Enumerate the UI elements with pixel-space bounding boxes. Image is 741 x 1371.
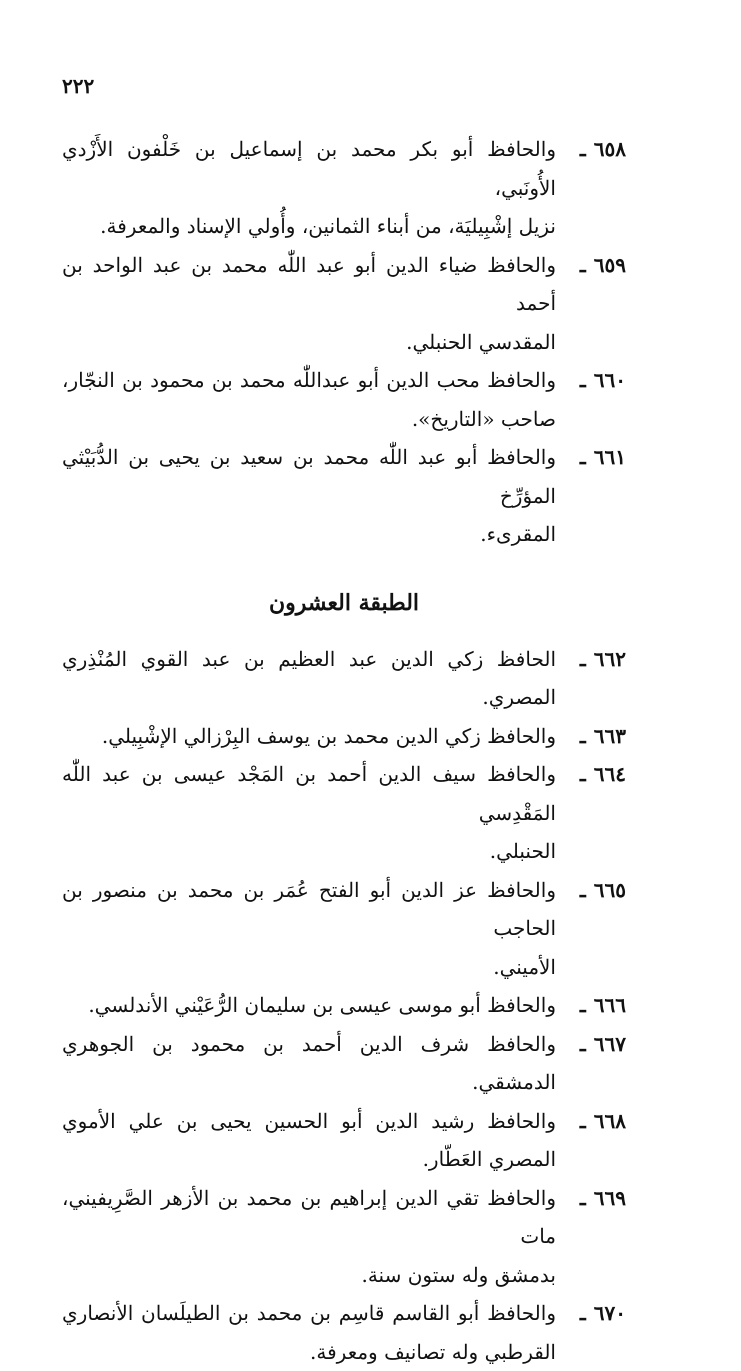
entry-dash: ـ (580, 1301, 586, 1325)
entry-number (556, 986, 626, 1025)
biography-entry (62, 1025, 626, 1102)
entry-number (556, 871, 626, 987)
entry-line-2: المقدسي الحنبلي. (406, 330, 556, 354)
biography-entry (62, 1102, 626, 1179)
entry-text (62, 986, 556, 1025)
biography-entry (62, 1294, 626, 1371)
entry-dash: ـ (580, 445, 586, 469)
entry-number-text: ٦٦٤ (594, 762, 626, 786)
entry-text (62, 1102, 556, 1179)
entry-line-1: والحافظ تقي الدين إبراهيم بن محمد بن الأزهر الصَّرِيفيني، مات (62, 1179, 556, 1256)
entry-text (62, 717, 556, 756)
biography-entry (62, 246, 626, 362)
entry-number (556, 717, 626, 756)
entry-number-text: ٦٦١ (594, 445, 626, 469)
entry-dash: ـ (580, 724, 586, 748)
entry-number (556, 755, 626, 871)
biography-entry (62, 361, 626, 438)
entry-number-text: ٦٦٣ (594, 724, 626, 748)
entry-dash: ـ (580, 1186, 586, 1210)
entry-line-1: والحافظ أبو عبد اللّٰه محمد بن سعيد بن يحيى بن الدُّبَيْثي المؤرِّخ (62, 438, 556, 515)
entry-dash: ـ (580, 1032, 586, 1056)
entry-number (556, 1025, 626, 1102)
entry-number (556, 1102, 626, 1179)
entry-number (556, 361, 626, 438)
entry-number (556, 1179, 626, 1295)
entry-number (556, 1294, 626, 1371)
entry-number (556, 640, 626, 717)
entry-text (62, 640, 556, 717)
entry-dash: ـ (580, 137, 586, 161)
entry-text (62, 246, 556, 362)
entry-text (62, 1294, 556, 1371)
biography-entry (62, 871, 626, 987)
entry-dash: ـ (580, 762, 586, 786)
entry-text (62, 438, 556, 554)
page-number: ٢٢٢ (62, 74, 94, 98)
entry-number (556, 130, 626, 246)
biography-entry (62, 755, 626, 871)
entry-line-2: بدمشق وله ستون سنة. (361, 1263, 556, 1287)
entry-number-text: ٦٦٦ (594, 993, 626, 1017)
entry-text (62, 1025, 556, 1102)
entry-dash: ـ (580, 878, 586, 902)
entry-line-1: والحافظ سيف الدين أحمد بن المَجْد عيسى بن عبد اللّٰه المَقْدِسي (62, 755, 556, 832)
biography-entry (62, 640, 626, 717)
biography-entry (62, 1179, 626, 1295)
entry-line-2: المصري العَطّار. (423, 1147, 556, 1171)
entry-line-1: والحافظ شرف الدين أحمد بن محمود بن الجوهري الدمشقي. (62, 1032, 556, 1095)
entry-dash: ـ (580, 993, 586, 1017)
entry-number (556, 438, 626, 554)
book-page (62, 74, 626, 1371)
biography-entry (62, 438, 626, 554)
entry-text (62, 755, 556, 871)
entry-dash: ـ (580, 647, 586, 671)
entry-line-1: والحافظ عز الدين أبو الفتح عُمَر بن محمد بن منصور بن الحاجب (62, 871, 556, 948)
entry-line-2: القرطبي وله تصانيف ومعرفة. (310, 1340, 556, 1364)
entry-dash: ـ (580, 368, 586, 392)
entries-section-2 (62, 640, 626, 1371)
entry-line-1: الحافظ زكي الدين عبد العظيم بن عبد القوي المُنْذِري المصري. (62, 647, 556, 710)
entry-line-2: صاحب «التاريخ». (412, 407, 556, 431)
entry-text (62, 130, 556, 246)
entry-line-1: والحافظ محب الدين أبو عبداللّٰه محمد بن محمود بن النجّار، (62, 361, 556, 400)
entry-dash: ـ (580, 253, 586, 277)
entry-number-text: ٦٦٩ (594, 1186, 626, 1210)
entry-line-1: والحافظ رشيد الدين أبو الحسين يحيى بن علي الأموي (62, 1102, 556, 1141)
entry-number (556, 246, 626, 362)
entry-line-2: الحنبلي. (490, 839, 556, 863)
entry-number-text: ٦٦٨ (594, 1109, 626, 1133)
entry-line-1: والحافظ أبو القاسم قاسِم بن محمد بن الطيلَسان الأنصاري (62, 1294, 556, 1333)
entry-line-2: الأميني. (493, 955, 556, 979)
entry-number-text: ٦٦٢ (594, 647, 626, 671)
entry-line-1: والحافظ ضياء الدين أبو عبد اللّٰه محمد بن عبد الواحد بن أحمد (62, 246, 556, 323)
entry-line-1: والحافظ أبو بكر محمد بن إسماعيل بن خَلْفون الأَزْدي الأُونَبي، (62, 130, 556, 207)
entry-text (62, 1179, 556, 1295)
entry-text (62, 871, 556, 987)
entry-text (62, 361, 556, 438)
biography-entry (62, 717, 626, 756)
entry-number-text: ٦٥٩ (594, 253, 626, 277)
entry-number-text: ٦٥٨ (594, 137, 626, 161)
entry-line-1: والحافظ أبو موسى عيسى بن سليمان الرُّعَيْني الأندلسي. (88, 993, 556, 1017)
entry-number-text: ٦٦٧ (594, 1032, 626, 1056)
biography-entry (62, 986, 626, 1025)
entry-line-2: نزيل إشْبِيليَة، من أبناء الثمانين، وأُولي الإسناد والمعرفة. (100, 214, 556, 238)
section-heading: الطبقة العشرون (62, 588, 626, 618)
entry-number-text: ٦٧٠ (594, 1301, 626, 1325)
biography-entry (62, 130, 626, 246)
entry-line-2: المقرىء. (480, 522, 556, 546)
entries-section-1 (62, 130, 626, 554)
entry-number-text: ٦٦٠ (594, 368, 626, 392)
entry-dash: ـ (580, 1109, 586, 1133)
entry-number-text: ٦٦٥ (594, 878, 626, 902)
entry-line-1: والحافظ زكي الدين محمد بن يوسف البِرْزالي الإشْبِيلي. (102, 724, 556, 748)
